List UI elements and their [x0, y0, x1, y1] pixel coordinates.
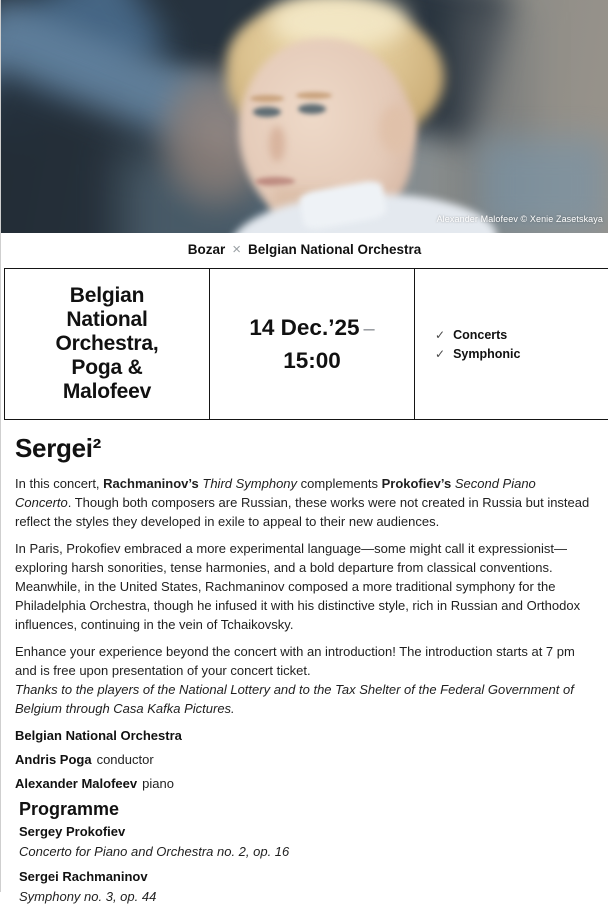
tag-label: Concerts: [453, 327, 508, 342]
event-info-grid: [4, 268, 608, 420]
photo-credit: Alexander Malofeev © Xenie Zasetskaya: [436, 214, 603, 224]
artist-name: Andris Poga: [15, 752, 92, 767]
event-date-line: [249, 312, 374, 345]
tag-label: Symphonic: [453, 346, 521, 361]
check-icon: ✓: [435, 346, 446, 361]
paragraph-intro: In this concert, Rachmaninov’s Third Symphony complements Prokofiev’s Second Piano Concerto. Though both composers are Russian, these works were not created in Russia but instead reflect the styles they developed in exile to appeal to their new audiences.: [15, 476, 590, 529]
tag-concerts[interactable]: [435, 328, 608, 342]
hero-photo: [1, 0, 608, 233]
artist-name: Belgian National Orchestra: [15, 728, 182, 743]
portrait-eyebrow: [250, 95, 284, 102]
portrait-eyebrow: [296, 92, 332, 99]
collab-header: [1, 233, 608, 257]
programme-work: Symphony no. 3, op. 44: [19, 889, 157, 904]
event-date: 14 Dec.’25: [249, 314, 360, 340]
programme-composer: Sergei Rachmaninov: [19, 869, 148, 884]
check-icon: ✓: [435, 327, 446, 342]
artists-list: [15, 726, 594, 793]
event-tags-cell: [414, 269, 608, 419]
programme-heading: Programme: [19, 799, 120, 819]
brand-partner-link[interactable]: Belgian National Orchestra: [247, 242, 422, 257]
artist-role: conductor: [96, 752, 154, 767]
portrait-eye: [298, 104, 326, 114]
portrait-nose: [269, 126, 285, 162]
portrait-mouth: [255, 177, 295, 186]
event-page: [1, 0, 608, 906]
programme-composer: Sergey Prokofiev: [19, 824, 126, 839]
programme-section: [15, 799, 594, 906]
artist-name: Alexander Malofeev: [15, 776, 138, 791]
article-heading: Sergei²: [15, 433, 102, 463]
paragraph-introduction-info: Enhance your experience beyond the concert with an introduction! The introduction starts at 7 pm and is free upon presentation of your concert ticket.: [15, 644, 575, 678]
brand-bozar-link[interactable]: Bozar: [187, 242, 226, 257]
programme-work: Concerto for Piano and Orchestra no. 2, op. 16: [19, 844, 290, 859]
event-datetime-cell: [209, 269, 414, 419]
x-separator-icon: ×: [232, 241, 241, 258]
article: [1, 434, 608, 906]
event-title-cell: [5, 269, 209, 419]
artist-role: piano: [142, 776, 174, 791]
acknowledgement-note: Thanks to the players of the National Lottery and to the Tax Shelter of the Federal Government of Belgium through Casa Kafka Pictures.: [15, 682, 574, 716]
date-range-dash: –: [363, 317, 375, 340]
portrait-eye: [253, 107, 281, 117]
artist-row: [15, 750, 594, 769]
event-title: Belgian National Orchestra, Poga & Malofeev: [55, 284, 159, 403]
paragraph-context: In Paris, Prokofiev embraced a more experimental language—some might call it expressionist—exploring harsh sonorities, tense harmonies, and a bold departure from classical conventions. Meanwhile, in the United States, Rachmaninov composed a more traditional symphony for the Philadelphia Orchestra, though he infused it with his distinctive style, rich in Russian and Orthodox influences, continuing in the vein of Tchaikovsky.: [15, 541, 581, 632]
portrait-ear: [379, 104, 415, 154]
event-time: 15:00: [283, 347, 341, 373]
artist-row: [15, 774, 594, 793]
tag-symphonic[interactable]: [435, 347, 608, 361]
artist-row: [15, 726, 594, 745]
